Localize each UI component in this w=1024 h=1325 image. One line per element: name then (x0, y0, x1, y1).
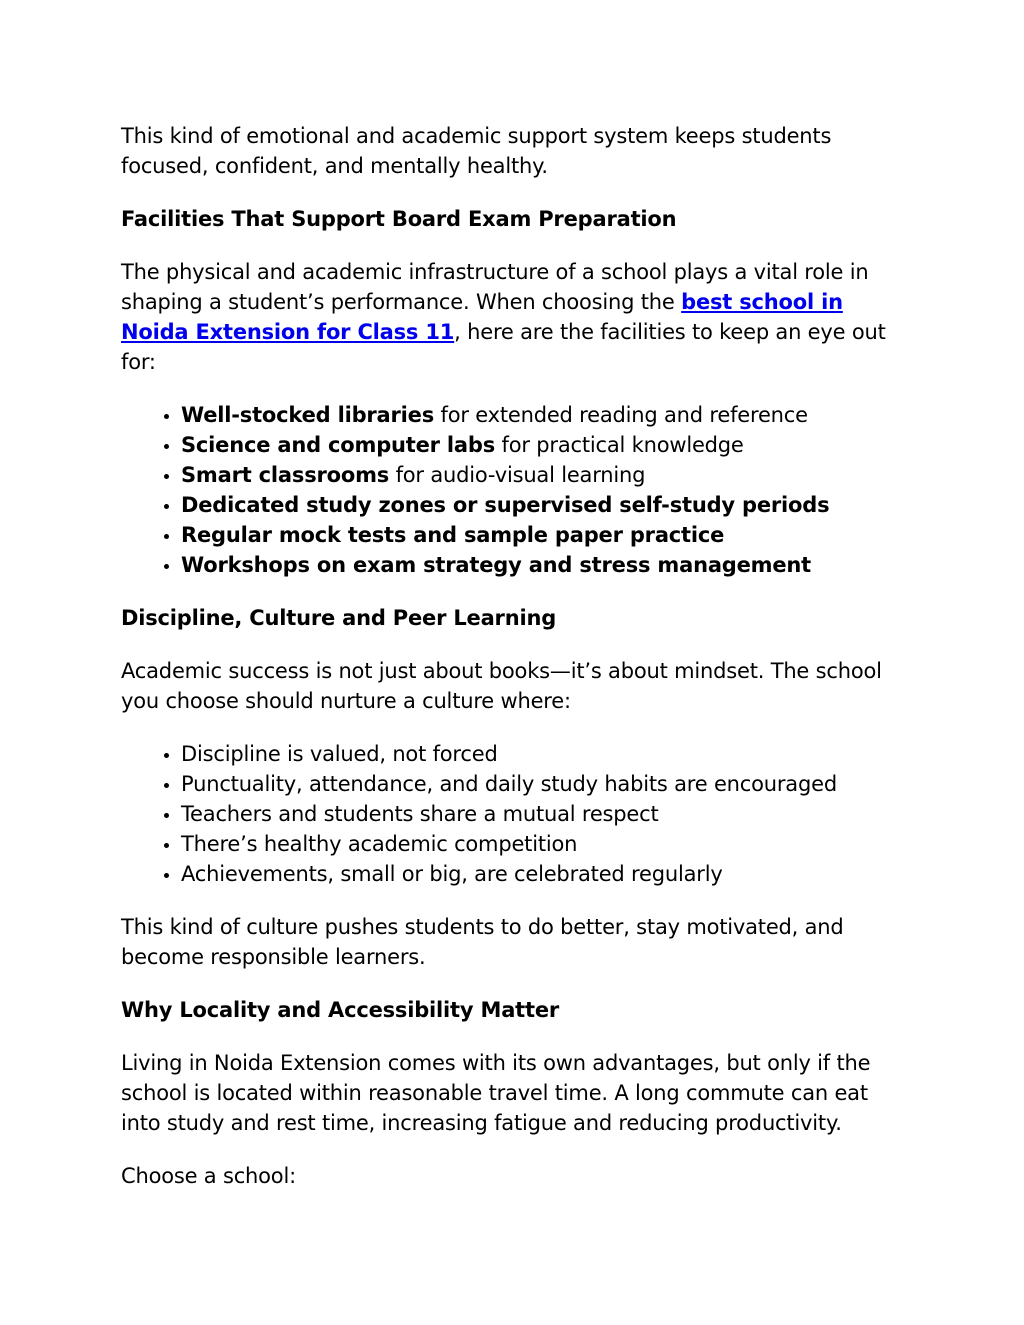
paragraph-choose: Choose a school: (121, 1164, 296, 1188)
facility-bold: Well-stocked libraries (181, 403, 435, 427)
document-page (121, 121, 911, 1214)
heading-facilities: Facilities That Support Board Exam Preparation (121, 207, 677, 231)
paragraph-infrastructure-text: The physical and academic infrastructure of a school plays a vital role in shaping a student’s performance. When choosing the (121, 260, 869, 314)
list-item: • Achievements, small or big, are celebrated regularly (181, 859, 911, 889)
paragraph-culture: This kind of culture pushes students to do better, stay motivated, and become responsible learners. (121, 915, 844, 969)
list-item (181, 520, 911, 550)
facility-bold: Science and computer labs (181, 433, 496, 457)
paragraph-support-system: This kind of emotional and academic support system keeps students focused, confident, and mentally healthy. (121, 124, 832, 178)
list-item: • Punctuality, attendance, and daily study habits are encouraged (181, 769, 911, 799)
facility-desc: for practical knowledge (495, 433, 744, 457)
culture-list (121, 739, 911, 889)
list-item (181, 430, 911, 460)
heading-discipline: Discipline, Culture and Peer Learning (121, 606, 557, 630)
heading-locality: Why Locality and Accessibility Matter (121, 998, 560, 1022)
list-item (181, 460, 911, 490)
best-school-link[interactable]: best school in Noida Extension for Class 11 (121, 290, 843, 344)
list-item (181, 490, 911, 520)
facility-bold: Workshops on exam strategy and stress management (181, 553, 811, 577)
facility-bold: Smart classrooms (181, 463, 390, 487)
facility-desc: for extended reading and reference (434, 403, 808, 427)
paragraph-mindset: Academic success is not just about books—it’s about mindset. The school you choose should nurture a culture where: (121, 659, 882, 713)
list-item (181, 550, 911, 580)
paragraph-infrastructure-tail: , here are the facilities to keep an eye out for: (121, 320, 886, 374)
paragraph-infrastructure (121, 257, 911, 377)
paragraph-commute: Living in Noida Extension comes with its own advantages, but only if the school is located within reasonable travel time. A long commute can eat into study and rest time, increasing fatigue and reducing productivity. (121, 1051, 871, 1135)
list-item (181, 400, 911, 430)
list-item: • There’s healthy academic competition (181, 829, 911, 859)
facility-desc: for audio-visual learning (389, 463, 646, 487)
facility-bold: Regular mock tests and sample paper practice (181, 523, 725, 547)
list-item: • Discipline is valued, not forced (181, 739, 911, 769)
facility-bold: Dedicated study zones or supervised self-study periods (181, 493, 830, 517)
facilities-list (121, 400, 911, 580)
list-item: • Teachers and students share a mutual respect (181, 799, 911, 829)
